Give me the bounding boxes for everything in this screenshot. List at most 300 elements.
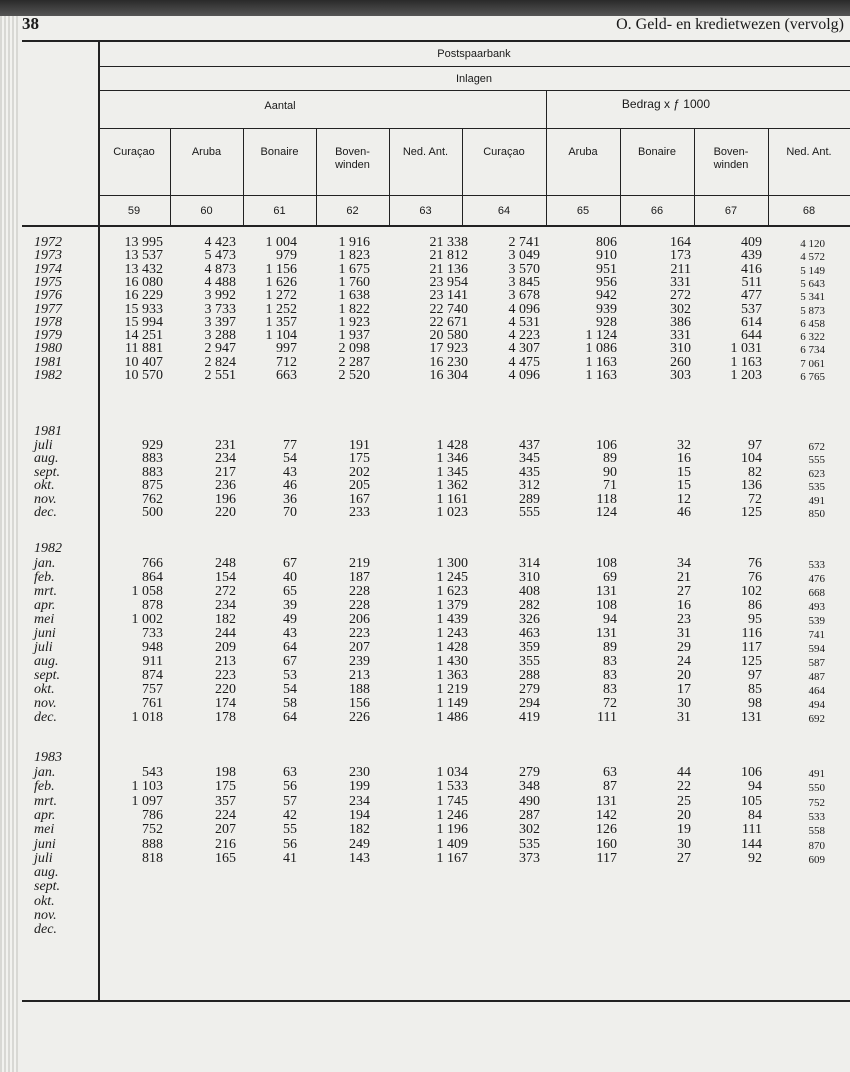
table-cell: 5 873 <box>800 304 825 317</box>
table-cell: 476 <box>808 573 825 585</box>
table-cell: 220 <box>215 682 236 697</box>
table-cell: 345 <box>519 451 540 467</box>
row-label: sept. <box>34 464 61 480</box>
table-cell: 58 <box>283 696 297 711</box>
header-group-count: Aantal <box>264 100 296 112</box>
table-cell: 55 <box>283 822 297 838</box>
table-cell: 76 <box>748 570 762 585</box>
table-cell: 20 580 <box>429 328 468 344</box>
rule <box>98 195 850 196</box>
table-cell: 217 <box>215 464 236 480</box>
table-cell: 136 <box>741 478 762 494</box>
table-cell: 220 <box>215 505 236 520</box>
table-cell: 1 923 <box>338 314 370 330</box>
row-label: juni <box>34 836 56 852</box>
table-cell: 98 <box>748 696 762 711</box>
table-cell: 40 <box>283 570 297 585</box>
table-cell: 117 <box>741 640 762 655</box>
table-cell: 90 <box>603 464 617 480</box>
column-header: Aruba <box>191 146 222 158</box>
table-cell: 198 <box>215 765 236 780</box>
table-cell: 587 <box>808 657 825 669</box>
table-cell: 951 <box>596 261 617 277</box>
table-cell: 939 <box>596 301 617 317</box>
rule <box>98 90 850 91</box>
table-cell: 32 <box>677 438 691 453</box>
table-cell: 67 <box>283 556 297 571</box>
row-label: apr. <box>34 598 56 613</box>
table-cell: 182 <box>349 822 370 838</box>
table-cell: 543 <box>142 765 163 780</box>
column-number: 61 <box>273 205 286 217</box>
table-cell: 72 <box>748 491 762 507</box>
table-cell: 6 734 <box>800 344 825 357</box>
table-cell: 741 <box>808 629 825 641</box>
table-cell: 786 <box>142 807 163 823</box>
table-cell: 125 <box>741 654 762 669</box>
table-cell: 4 475 <box>508 354 540 370</box>
table-cell: 910 <box>596 248 617 264</box>
table-cell: 188 <box>349 682 370 697</box>
table-cell: 1 428 <box>436 640 468 655</box>
table-cell: 87 <box>603 779 617 795</box>
table-cell: 1 823 <box>338 248 370 264</box>
table-cell: 464 <box>808 685 825 697</box>
table-cell: 3 288 <box>204 328 236 344</box>
row-label: mei <box>34 822 55 838</box>
table-cell: 160 <box>596 836 617 852</box>
table-cell: 4 307 <box>508 341 540 357</box>
row-label: 1980 <box>34 341 62 357</box>
row-label: nov. <box>34 908 57 923</box>
table-cell: 248 <box>215 556 236 571</box>
table-cell: 21 338 <box>429 235 468 250</box>
table-cell: 173 <box>670 248 691 264</box>
table-cell: 82 <box>748 464 762 480</box>
table-cell: 21 <box>677 570 691 585</box>
table-cell: 236 <box>215 478 236 494</box>
table-cell: 875 <box>142 478 163 494</box>
table-cell: 2 520 <box>338 368 370 383</box>
table-cell: 883 <box>142 464 163 480</box>
table-cell: 233 <box>349 505 370 520</box>
column-header: Bonaire <box>638 146 676 158</box>
table-cell: 65 <box>283 584 297 599</box>
table-cell: 870 <box>808 839 825 852</box>
row-label: juli <box>34 438 53 453</box>
table-cell: 94 <box>603 612 617 627</box>
table-cell: 234 <box>215 451 236 467</box>
table-cell: 131 <box>596 584 617 599</box>
table-cell: 228 <box>349 584 370 599</box>
row-label: 1974 <box>34 261 62 277</box>
table-cell: 211 <box>670 261 691 277</box>
table-cell: 260 <box>670 354 691 370</box>
table-cell: 491 <box>808 494 825 507</box>
table-top-rule <box>22 40 850 42</box>
rule <box>546 90 547 128</box>
table-cell: 3 845 <box>508 274 540 290</box>
table-cell: 533 <box>808 810 825 823</box>
table-cell: 12 <box>677 491 691 507</box>
table-cell: 1 638 <box>338 288 370 304</box>
table-cell: 535 <box>519 836 540 852</box>
table-cell: 310 <box>519 570 540 585</box>
column-number: 68 <box>802 205 816 217</box>
table-cell: 1 272 <box>265 288 297 304</box>
table-cell: 165 <box>215 850 236 866</box>
table-cell: 25 <box>677 793 691 809</box>
row-label: 1981 <box>34 354 62 370</box>
table-cell: 30 <box>677 836 691 852</box>
table-cell: 22 <box>677 779 691 795</box>
table-cell: 187 <box>349 570 370 585</box>
table-cell: 15 933 <box>124 301 163 317</box>
table-cell: 76 <box>748 556 762 571</box>
column-header: Boven-winden <box>335 146 370 171</box>
table-cell: 4 572 <box>800 251 825 264</box>
row-label: dec. <box>34 922 57 938</box>
table-cell: 1 161 <box>436 491 468 507</box>
table-cell: 143 <box>349 850 370 866</box>
table-cell: 56 <box>283 779 297 795</box>
table-cell: 244 <box>215 626 236 641</box>
table-cell: 757 <box>142 682 163 697</box>
table-cell: 104 <box>741 451 762 467</box>
table-cell: 86 <box>748 598 762 613</box>
table-cell: 191 <box>349 438 370 453</box>
table-cell: 31 <box>677 626 691 641</box>
row-label: 1973 <box>34 248 62 264</box>
table-cell: 1 163 <box>585 368 617 383</box>
table-cell: 108 <box>596 598 617 613</box>
table-cell: 1 760 <box>338 274 370 290</box>
table-cell: 911 <box>142 654 163 669</box>
column-number: 59 <box>127 205 141 217</box>
table-cell: 36 <box>283 491 297 507</box>
rule <box>98 66 850 67</box>
table-cell: 1 822 <box>338 301 370 317</box>
table-cell: 126 <box>596 822 617 838</box>
table-cell: 331 <box>670 274 691 290</box>
table-cell: 131 <box>596 626 617 641</box>
table-cell: 1 058 <box>131 584 163 599</box>
row-label: mrt. <box>34 584 57 599</box>
table-cell: 199 <box>349 779 370 795</box>
row-label: jan. <box>34 765 56 780</box>
row-label: juli <box>34 640 53 655</box>
table-cell: 175 <box>349 451 370 467</box>
table-cell: 1 357 <box>265 314 297 330</box>
table-cell: 234 <box>215 598 236 613</box>
table-cell: 1 245 <box>436 570 468 585</box>
table-cell: 249 <box>349 836 370 852</box>
table-cell: 752 <box>142 822 163 838</box>
table-cell: 4 096 <box>508 368 540 383</box>
table-cell: 6 458 <box>800 317 825 330</box>
table-cell: 303 <box>670 368 691 383</box>
table-cell: 3 678 <box>508 288 540 304</box>
table-cell: 623 <box>808 467 825 480</box>
column-number: 65 <box>576 205 590 217</box>
table-cell: 39 <box>283 598 297 613</box>
table-cell: 207 <box>349 640 370 655</box>
table-cell: 10 407 <box>124 354 163 370</box>
table-cell: 92 <box>748 850 762 866</box>
table-cell: 1 626 <box>265 274 297 290</box>
table-cell: 1 252 <box>265 301 297 317</box>
table-cell: 196 <box>215 491 236 507</box>
table-cell: 733 <box>142 626 163 641</box>
row-label: okt. <box>34 478 55 494</box>
table-cell: 31 <box>677 710 691 725</box>
table-cell: 89 <box>603 451 617 467</box>
table-cell: 948 <box>142 640 163 655</box>
table-cell: 223 <box>349 626 370 641</box>
table-cell: 1 675 <box>338 261 370 277</box>
row-label: 1982 <box>34 368 62 383</box>
table-cell: 1 163 <box>730 354 762 370</box>
column-number: 62 <box>346 205 359 217</box>
table-cell: 21 812 <box>429 248 468 264</box>
table-cell: 6 322 <box>800 331 825 344</box>
table-cell: 106 <box>741 765 762 780</box>
page-number: 38 <box>22 14 39 33</box>
table-cell: 231 <box>215 438 236 453</box>
table-cell: 1 345 <box>436 464 468 480</box>
table-cell: 493 <box>808 601 825 613</box>
table-cell: 44 <box>677 765 691 780</box>
table-cell: 282 <box>519 598 540 613</box>
table-cell: 672 <box>808 441 825 453</box>
table-cell: 4 223 <box>508 328 540 344</box>
table-cell: 6 765 <box>800 371 825 383</box>
table-cell: 205 <box>349 478 370 494</box>
table-cell: 106 <box>596 438 617 453</box>
row-label: 1979 <box>34 328 62 344</box>
table-cell: 348 <box>519 779 540 795</box>
table-cell: 2 098 <box>338 341 370 357</box>
table-cell: 761 <box>142 696 163 711</box>
table-cell: 883 <box>142 451 163 467</box>
table-cell: 230 <box>349 765 370 780</box>
rule <box>98 128 850 129</box>
row-label: 1975 <box>34 274 62 290</box>
table-cell: 535 <box>808 481 825 494</box>
scan-edge <box>0 0 850 16</box>
table-cell: 928 <box>596 314 617 330</box>
table-cell: 4 531 <box>508 314 540 330</box>
table-cell: 97 <box>748 668 762 683</box>
table-cell: 117 <box>596 850 617 866</box>
table-cell: 89 <box>603 640 617 655</box>
table-cell: 614 <box>741 314 762 330</box>
table-cell: 234 <box>349 793 370 809</box>
table-cell: 63 <box>283 765 297 780</box>
table-cell: 533 <box>808 559 825 571</box>
table-cell: 202 <box>349 464 370 480</box>
table-cell: 435 <box>519 464 540 480</box>
table-cell: 386 <box>670 314 691 330</box>
table-cell: 477 <box>741 288 762 304</box>
table-cell: 83 <box>603 668 617 683</box>
row-label: 1972 <box>34 235 62 250</box>
table-cell: 11 881 <box>125 341 163 357</box>
table-cell: 1 034 <box>436 765 468 780</box>
table-cell: 500 <box>142 505 163 520</box>
table-cell: 16 <box>677 451 691 467</box>
table-cell: 1 300 <box>436 556 468 571</box>
table-cell: 2 741 <box>508 235 540 250</box>
table-cell: 46 <box>283 478 297 494</box>
table-cell: 20 <box>677 807 691 823</box>
table-cell: 874 <box>142 668 163 683</box>
table-cell: 22 740 <box>429 301 468 317</box>
table-cell: 77 <box>283 438 297 453</box>
table-cell: 2 287 <box>338 354 370 370</box>
section-heading: 1983 <box>34 750 62 765</box>
table-cell: 83 <box>603 682 617 697</box>
table-cell: 511 <box>741 274 762 290</box>
table-cell: 142 <box>596 807 617 823</box>
table-cell: 1 124 <box>585 328 617 344</box>
table-cell: 41 <box>283 850 297 866</box>
table-cell: 34 <box>677 556 691 571</box>
table-cell: 463 <box>519 626 540 641</box>
row-label: feb. <box>34 570 55 585</box>
table-cell: 14 251 <box>124 328 163 344</box>
row-label: dec. <box>34 710 57 725</box>
table-cell: 1 346 <box>436 451 468 467</box>
table-cell: 1 219 <box>436 682 468 697</box>
table-cell: 818 <box>142 850 163 866</box>
table-cell: 539 <box>808 615 825 627</box>
table-cell: 419 <box>519 710 540 725</box>
table-cell: 30 <box>677 696 691 711</box>
table-cell: 4 120 <box>800 238 825 250</box>
table-cell: 5 341 <box>800 291 825 304</box>
table-cell: 131 <box>741 710 762 725</box>
table-cell: 17 <box>677 682 691 697</box>
row-label: 1978 <box>34 314 62 330</box>
column-header: Boven-winden <box>713 146 749 171</box>
table-cell: 357 <box>215 793 236 809</box>
table-cell: 359 <box>519 640 540 655</box>
table-cell: 72 <box>603 696 617 711</box>
table-cell: 13 995 <box>124 235 163 250</box>
table-cell: 5 473 <box>204 248 236 264</box>
table-cell: 97 <box>748 438 762 453</box>
table-cell: 594 <box>808 643 825 655</box>
table-cell: 929 <box>142 438 163 453</box>
row-label: 1977 <box>34 301 62 317</box>
table-cell: 5 643 <box>800 277 825 290</box>
header-bottom-rule <box>22 225 850 227</box>
table-cell: 888 <box>142 836 163 852</box>
table-cell: 27 <box>677 850 691 866</box>
table-cell: 111 <box>597 710 617 725</box>
table-cell: 131 <box>596 793 617 809</box>
table-cell: 752 <box>808 796 825 809</box>
table-cell: 226 <box>349 710 370 725</box>
row-label: nov. <box>34 696 57 711</box>
header-group-amount: Bedrag x ƒ 1000 <box>621 97 710 111</box>
table-cell: 550 <box>808 782 825 795</box>
table-cell: 1 623 <box>436 584 468 599</box>
table-cell: 102 <box>741 584 762 599</box>
table-cell: 487 <box>808 671 825 683</box>
table-cell: 289 <box>519 491 540 507</box>
table-cell: 2 551 <box>204 368 236 383</box>
table-cell: 1 167 <box>436 850 468 866</box>
table-cell: 272 <box>670 288 691 304</box>
table-cell: 111 <box>742 822 762 838</box>
table-cell: 537 <box>741 301 762 317</box>
column-number: 64 <box>497 205 511 217</box>
table-cell: 178 <box>215 710 236 725</box>
table-cell: 1 430 <box>436 654 468 669</box>
table-cell: 105 <box>741 793 762 809</box>
row-label: aug. <box>34 451 59 467</box>
table-cell: 409 <box>741 235 762 250</box>
table-cell: 57 <box>283 793 297 809</box>
table-cell: 609 <box>808 853 825 866</box>
table-cell: 956 <box>596 274 617 290</box>
table-cell: 23 <box>677 612 691 627</box>
table-cell: 206 <box>349 612 370 627</box>
table-cell: 3 049 <box>508 248 540 264</box>
column-number: 63 <box>419 205 432 217</box>
table-cell: 118 <box>596 491 617 507</box>
table-cell: 64 <box>283 640 297 655</box>
row-label: mei <box>34 612 55 627</box>
table-cell: 878 <box>142 598 163 613</box>
row-label: jan. <box>34 556 56 571</box>
table-cell: 272 <box>215 584 236 599</box>
table-cell: 1 203 <box>730 368 762 383</box>
row-label: juli <box>34 850 53 866</box>
table-cell: 16 <box>677 598 691 613</box>
table-cell: 942 <box>596 288 617 304</box>
row-label: okt. <box>34 682 55 697</box>
table-cell: 766 <box>142 556 163 571</box>
table-cell: 555 <box>808 454 825 467</box>
table-cell: 1 018 <box>131 710 163 725</box>
table-cell: 1 196 <box>436 822 468 838</box>
stub-divider <box>98 40 100 1000</box>
row-label: aug. <box>34 865 59 881</box>
table-cell: 806 <box>596 235 617 250</box>
row-label: sept. <box>34 668 61 683</box>
table-cell: 3 992 <box>204 288 236 304</box>
table-cell: 5 149 <box>800 264 825 277</box>
row-label: okt. <box>34 893 55 909</box>
section-heading: 1982 <box>34 541 62 556</box>
table-cell: 13 432 <box>124 261 163 277</box>
table-cell: 15 994 <box>124 314 163 330</box>
table-cell: 663 <box>276 368 297 383</box>
table-cell: 24 <box>677 654 691 669</box>
column-header: Aruba <box>568 146 598 158</box>
table-cell: 116 <box>741 626 762 641</box>
table-cell: 4 873 <box>204 261 236 277</box>
table-cell: 3 570 <box>508 261 540 277</box>
table-cell: 194 <box>349 807 370 823</box>
table-cell: 83 <box>603 654 617 669</box>
column-number: 66 <box>650 205 664 217</box>
table-cell: 84 <box>748 807 762 823</box>
column-number: 67 <box>724 205 738 217</box>
